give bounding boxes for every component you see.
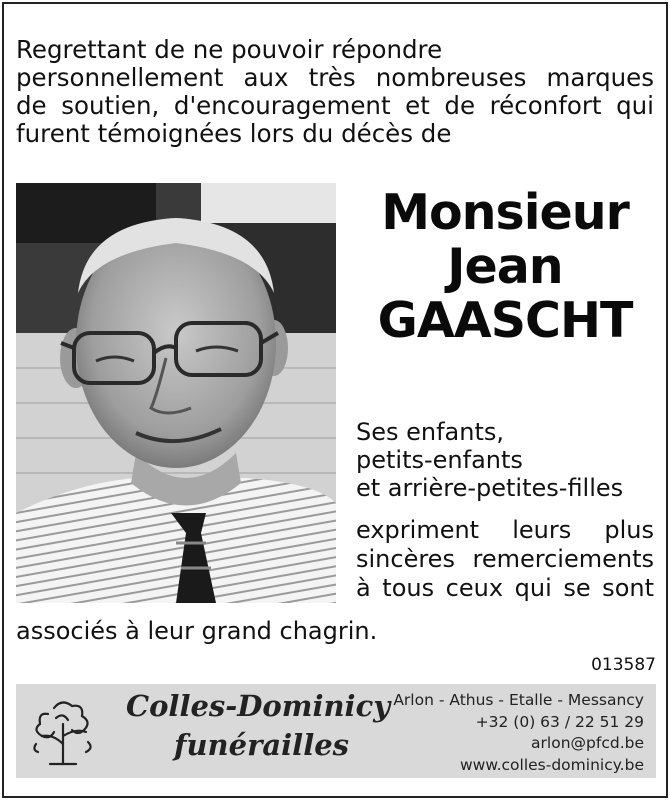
- family-list: [356, 418, 656, 502]
- closing-text: associés à leur grand chagrin.: [16, 617, 378, 645]
- thanks-line: expriment leurs plus: [356, 516, 654, 544]
- thanks-line: à tous ceux qui se sont: [356, 574, 654, 602]
- family-line: et arrière-petites-filles: [356, 474, 624, 502]
- funeral-home-name: Colles-Dominicy: [126, 689, 391, 723]
- family-line: petits-enfants: [356, 446, 523, 474]
- deceased-name: [356, 186, 654, 348]
- deceased-first-name: Jean: [447, 238, 563, 295]
- thanks-line: sincères remerciements: [356, 545, 654, 573]
- portrait-photo-illustration: [16, 183, 336, 603]
- website-link[interactable]: www.colles-dominicy.be: [459, 755, 644, 774]
- funeral-home-subtitle: funérailles: [174, 728, 349, 762]
- intro-line: furent témoignées lors du décès de: [16, 119, 452, 148]
- thanks-text: [356, 516, 654, 603]
- phone: +32 (0) 63 / 22 51 29: [475, 712, 644, 731]
- family-line: Ses enfants,: [356, 418, 505, 446]
- reference-number: 013587: [591, 655, 656, 675]
- intro-line: de soutien, d'encouragement et de réconfort qui: [16, 91, 654, 120]
- email-link[interactable]: arlon@pfcd.be: [531, 734, 644, 752]
- locations: Arlon - Athus - Etalle - Messancy: [393, 691, 644, 709]
- funeral-home-banner: [16, 684, 656, 778]
- funeral-home-contact: [393, 690, 644, 776]
- intro-line: personnellement aux très nombreuses marques: [16, 63, 654, 92]
- portrait-photo: [16, 183, 336, 603]
- deceased-last-name: GAASCHT: [377, 292, 633, 349]
- intro-text: [16, 36, 654, 148]
- intro-line: Regrettant de ne pouvoir répondre: [16, 35, 443, 64]
- tree-logo-icon: [28, 694, 98, 770]
- deceased-title: Monsieur: [381, 184, 629, 241]
